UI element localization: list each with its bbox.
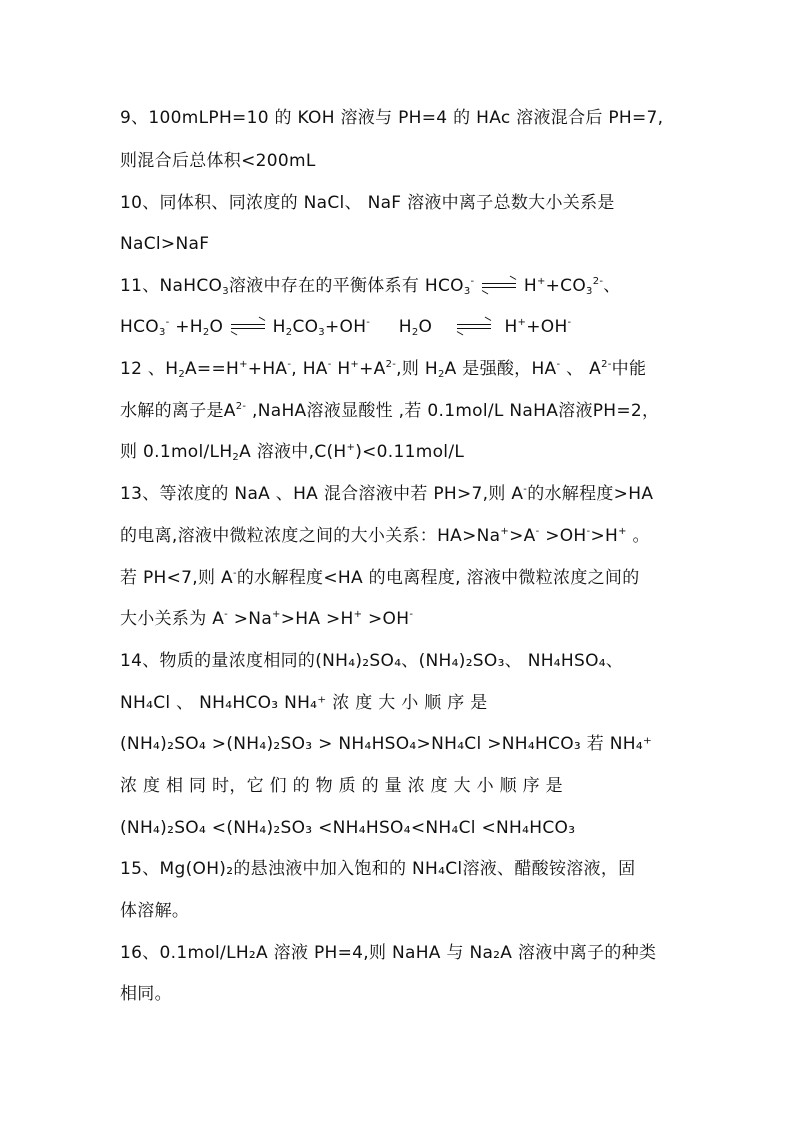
q9-line-1 [120, 107, 680, 129]
q13-line-2: 的电离,溶液中微粒浓度之间的大小关系：HA>Na+>A- >OH->H+ 。 [120, 526, 650, 546]
q10-text-1: 10、同体积、同浓度的 NaCl、 NaF 溶液中离子总数大小关系是 [120, 193, 615, 213]
equilibrium-arrow-icon [482, 281, 516, 291]
q14-line-1: 14、物质的量浓度相同的(NH₄)₂SO₄、(NH₄)₂SO₃、 NH₄HSO₄、 [120, 651, 624, 671]
equilibrium-arrow-icon [457, 322, 491, 332]
q13-line-1: 13、等浓度的 NaA 、HA 混合溶液中若 PH>7,则 A-的水解程度>HA [120, 484, 654, 504]
q13-line-4: 大小关系为 A- >Na+>HA >H+ >OH- [120, 609, 414, 629]
equilibrium-arrow-icon [231, 322, 265, 332]
q12-line-2: 水解的离子是$A^{2-}$ ,NaHA溶液显酸性 ,若 0.1mol/L NaHA溶液PH=2， [120, 401, 660, 421]
q11-line-2: $HCO_3^- +H_2O$ $H_2CO_3+OH^-$ $H_2O$ H++OH- [120, 317, 572, 338]
q10-line-1 [120, 192, 680, 214]
q12-line-3: 则 $0.1mol/LH_2A$ 溶液中,C(H+)<0.11mol/L [120, 442, 465, 463]
q14-line-2: NH₄Cl 、 NH₄HCO₃ NH₄⁺ 浓 度 大 小 顺 序 是 [120, 693, 488, 713]
q14-line-5: (NH₄)₂SO₄ <(NH₄)₂SO₃ <NH₄HSO₄<NH₄Cl <NH₄HCO₃ [120, 818, 576, 838]
q14-line-4: 浓 度 相 同 时，它 们 的 物 质 的 量 浓 度 大 小 顺 序 是 [120, 776, 563, 796]
q9-text-1: 9、100mLPH=10 的 KOH 溶液与 PH=4 的 HAc 溶液混合后 PH=7, [120, 108, 664, 128]
q14-line-3: (NH₄)₂SO₄ >(NH₄)₂SO₃ > NH₄HSO₄>NH₄Cl >NH₄HCO₃ 若 NH₄⁺ [120, 734, 653, 754]
q9-text-2: 则混合后总体积<200mL [120, 151, 316, 171]
q10-line-2 [120, 233, 680, 255]
q12-line-1: 12 、$H_2A==H^++HA^-$, HA- $H^++A^{2-}$,则 $H_2A$ 是强酸，HA- 、 $A^{2-}$中能 [120, 359, 647, 380]
q15-line-2: 体溶解。 [120, 901, 190, 921]
q16-line-1: 16、0.1mol/LH₂A 溶液 PH=4,则 NaHA 与 Na₂A 溶液中离子的种类 [120, 943, 657, 963]
q15-line-1: 15、Mg(OH)₂的悬浊液中加入饱和的 NH₄Cl溶液、醋酸铵溶液，固 [120, 859, 636, 879]
q13-line-3: 若 PH<7,则 A-的水解程度<HA 的电离程度, 溶液中微粒浓度之间的 [120, 568, 640, 588]
q16-line-2: 相同。 [120, 984, 172, 1004]
q11-line-1: 11、NaHCO$_3$溶液中存在的平衡体系有 $HCO_3^-$ $H^++CO_3^{2-}$、 [120, 276, 621, 297]
q10-text-2: NaCl>NaF [120, 234, 210, 254]
q9-line-2 [120, 150, 680, 172]
